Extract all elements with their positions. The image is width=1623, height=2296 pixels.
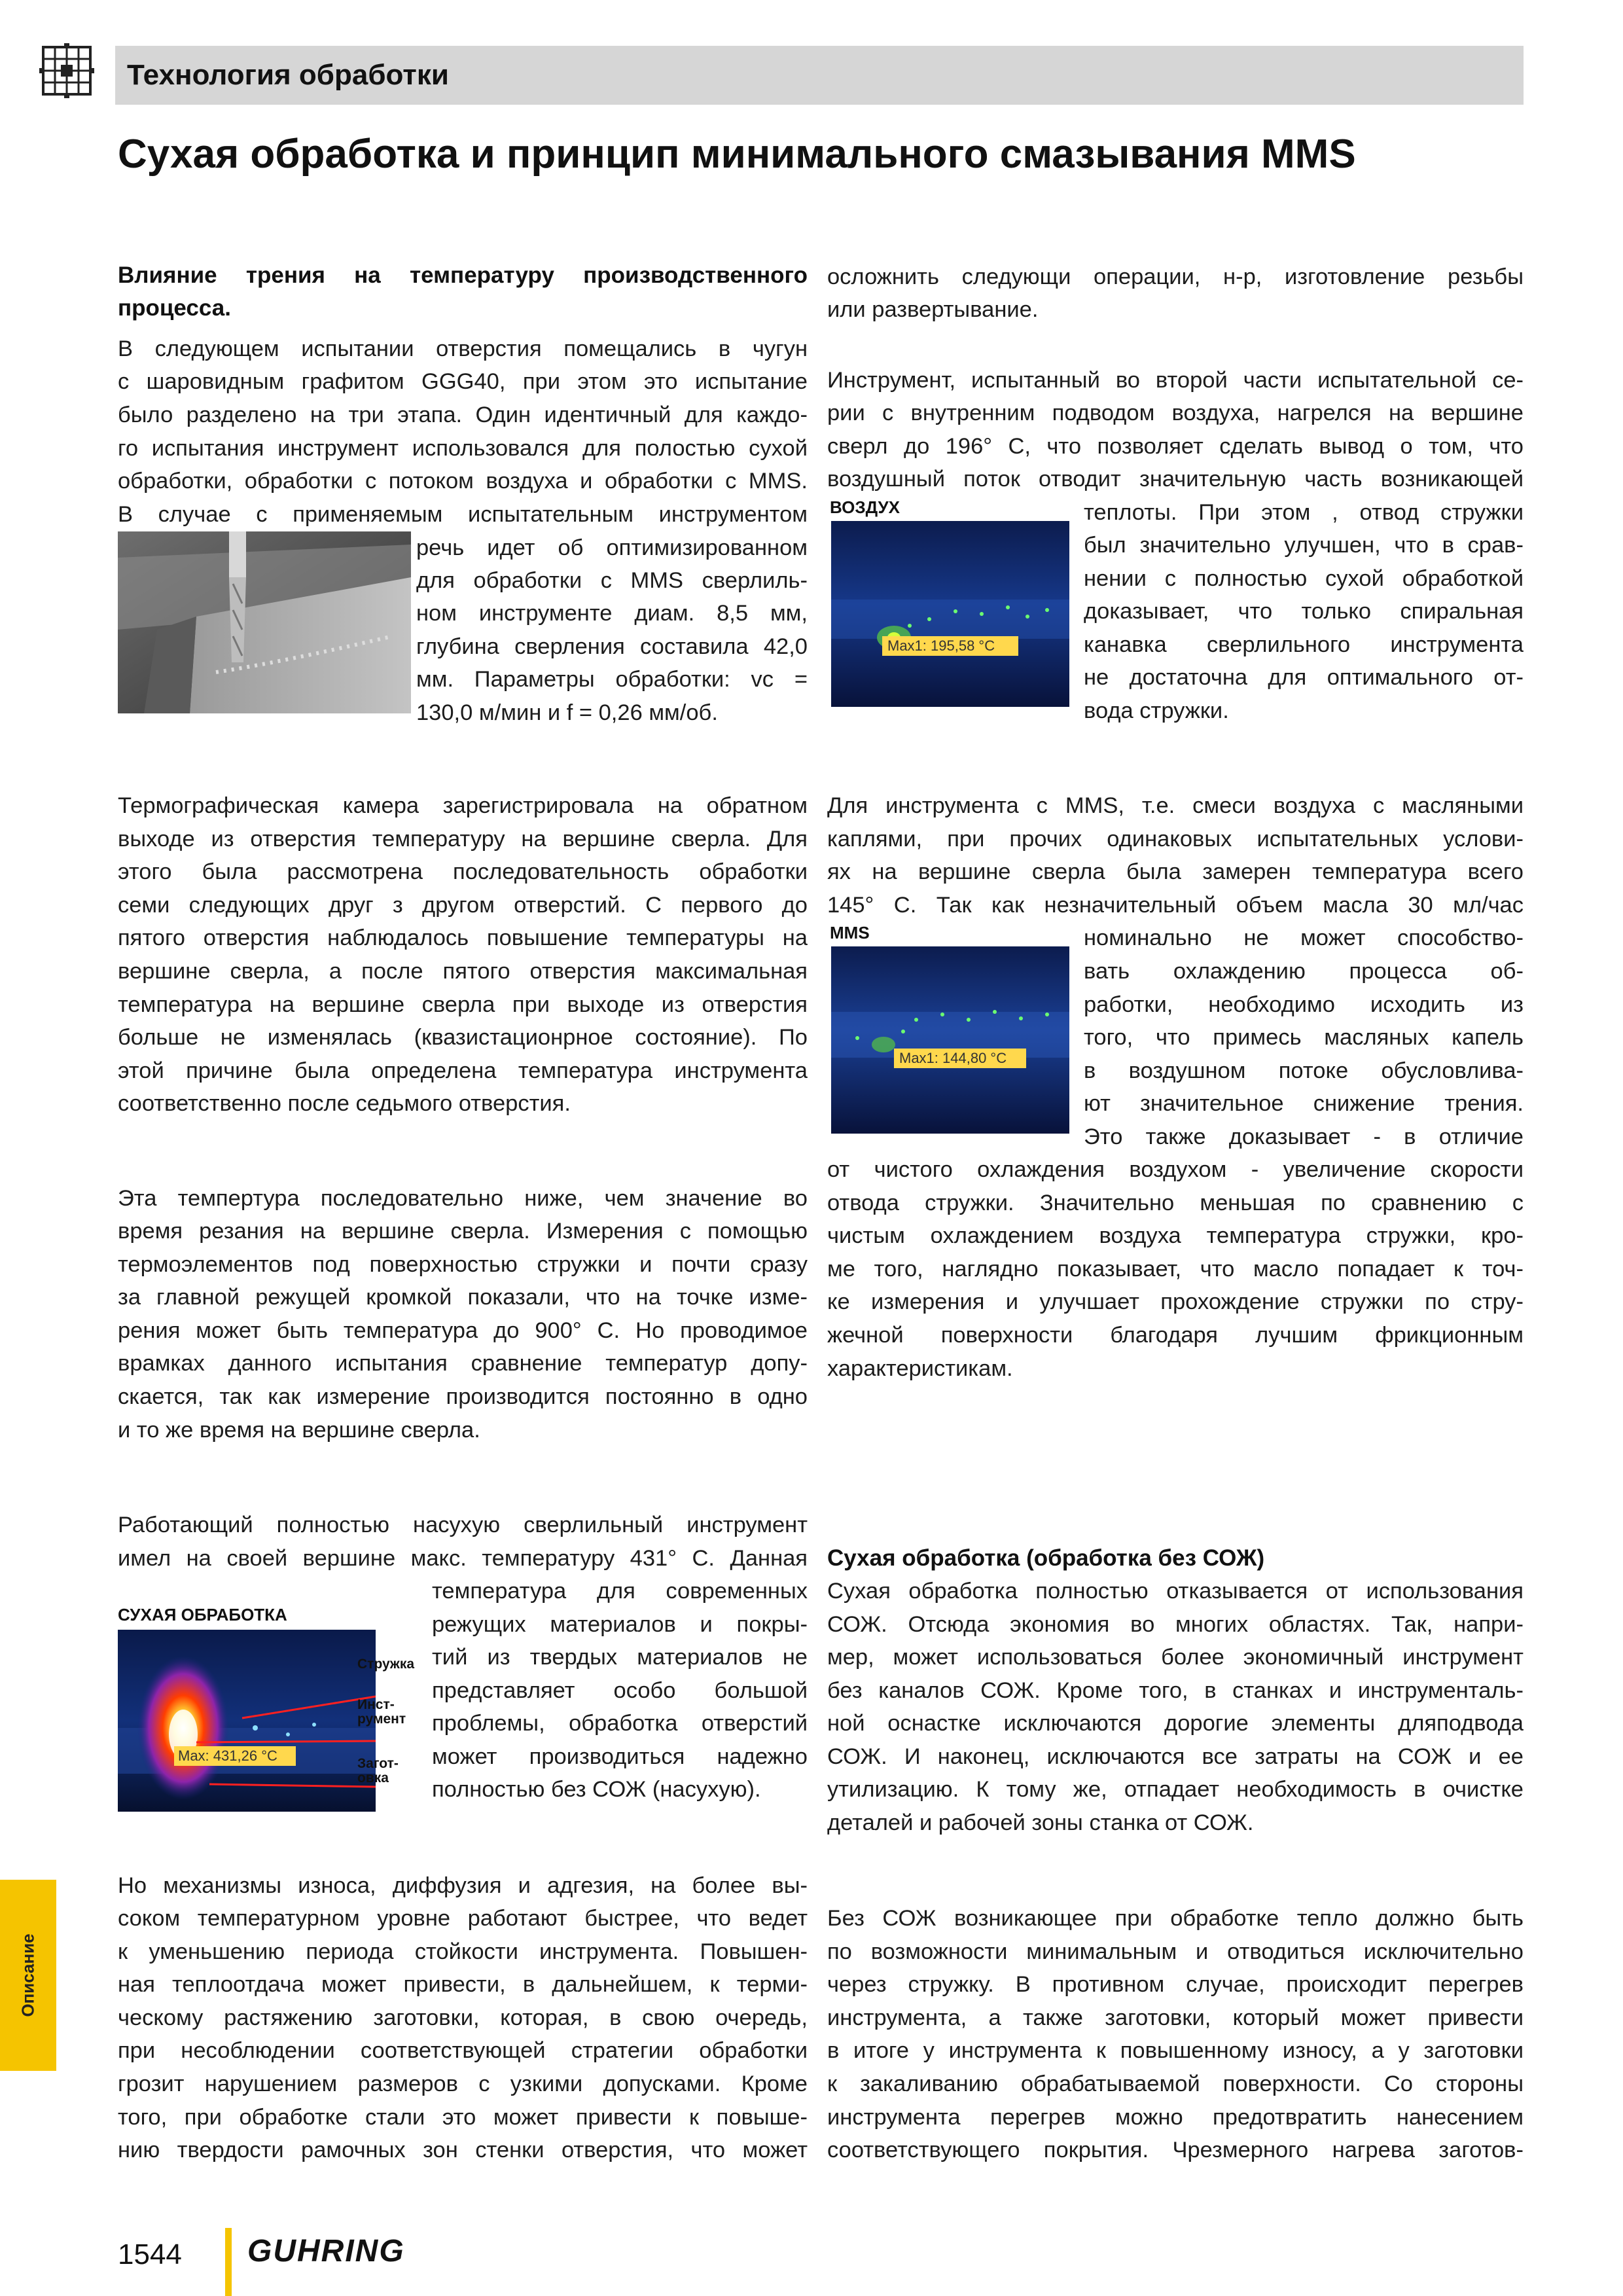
text-line: рения может быть температура до 900° С. Но проводимое (118, 1318, 808, 1343)
text-line: воздушный поток отводит значительную часть возникающей (827, 467, 1524, 492)
side-tab-label: Описание (18, 1933, 38, 2017)
text-line: сверл до 196° С, что позволяет сделать вывод о том, что (827, 434, 1524, 459)
text-line: доказывает, что только спиральная (1084, 599, 1524, 624)
text-line: обработки, обработки с потоком воздуха и обработки с MMS. (118, 469, 808, 493)
text-line: В следующем испытании отверстия помещались в чугун (118, 336, 808, 361)
text-line: температура для современных (432, 1579, 808, 1604)
text-line: Эта темпертура последовательно ниже, чем значение во (118, 1186, 808, 1211)
section-title: Технология обработки (127, 59, 449, 91)
text-line: для обработки с MMS сверлиль- (416, 568, 808, 593)
text-line: время резания на вершине сверла. Измерения с помощью (118, 1219, 808, 1244)
text-line: утилизацию. К тому же, отпадает необходимость в очистке (827, 1777, 1524, 1802)
text-line: ме того, наглядно показывает, что масло попадает к точ- (827, 1257, 1524, 1282)
text-line: этой причине была определена температура инструмента (118, 1058, 808, 1083)
thermogram-dry (118, 1630, 376, 1812)
thermogram-air (831, 521, 1069, 707)
thermogram-mms (831, 946, 1069, 1134)
text-line: глубина сверления составила 42,0 (416, 634, 808, 659)
text-line: при несоблюдении соответствующей стратегии обработки (118, 2038, 808, 2063)
text-line: жечной поверхности благодаря лучшим фрикционным (827, 1323, 1524, 1348)
label-tool-2: румент (357, 1712, 406, 1727)
section-header-bar (115, 46, 1524, 105)
text-line: ная теплоотдача может привести, в дальнейшем, к терми- (118, 1972, 808, 1997)
grid-logo-icon (39, 43, 94, 98)
text-line: соответствующего покрытия. Чрезмерного нагрева заготов- (827, 2138, 1524, 2162)
drilling-photo (118, 531, 411, 713)
text-line: инструмента перегрев можно предотвратить нанесением (827, 2105, 1524, 2130)
text-line: тий из твердых материалов не (432, 1645, 808, 1670)
page-number: 1544 (118, 2238, 182, 2270)
text-line: Для инструмента с MMS, т.е. смеси воздуха с масляными (827, 793, 1524, 818)
text-line: не достаточна для оптимального от- (1084, 665, 1524, 690)
text-line: нию твердости рамочных зон стенки отверстия, что может (118, 2138, 808, 2162)
text-line: теплоты. При этом , отвод стружки (1084, 500, 1524, 525)
temperature-readout-air: Max1: 195,58 °C (887, 637, 995, 654)
figure-caption-mms: MMS (830, 923, 870, 942)
text-line: рии с внутренним подводом воздуха, нагрелся на вершине (827, 401, 1524, 425)
temperature-readout-dry: Max: 431,26 °C (178, 1748, 277, 1764)
text-line: ческому растяжению заготовки, которая, в свою очередь, (118, 2005, 808, 2030)
text-line: и то же время на вершине сверла. (118, 1418, 480, 1443)
text-line: того, при обработке стали это может привести к повыше- (118, 2105, 808, 2130)
page-title: Сухая обработка и принцип минимального смазывания MMS (118, 132, 1356, 177)
text-line: Это также доказывает - в отличие (1084, 1124, 1524, 1149)
brand-logo: GUHRING (247, 2234, 405, 2269)
figure-caption-air: ВОЗДУХ (830, 497, 900, 517)
text-line: семи следующих друг з другом отверстий. С первого до (118, 893, 808, 918)
text-line: мм. Параметры обработки: vc = (416, 667, 808, 692)
text-line: Работающий полностью насухую сверлильный инструмент (118, 1513, 808, 1537)
text-line: Инструмент, испытанный во второй части испытательной се- (827, 368, 1524, 393)
text-line: работки, необходимо исходить из (1084, 992, 1524, 1017)
text-line: скается, так как измерение производится постоянно в одно (118, 1384, 808, 1409)
text-line: ной оснастке исключаются дорогие элементы дляподвода (827, 1711, 1524, 1736)
text-line: инструмента, а также заготовки, который может привести (827, 2005, 1524, 2030)
text-line: канавка сверлильного инструмента (1084, 632, 1524, 657)
text-line: того, что примесь масляных капель (1084, 1025, 1524, 1050)
text-line: имел на своей вершине макс. температуру 431° С. Данная (118, 1546, 808, 1571)
section-heading-friction: Влияние трения на температуру производственного (118, 262, 808, 288)
text-line: было разделено на три этапа. Один идентичный для каждо- (118, 403, 808, 427)
text-line: врамках данного испытания сравнение температур допу- (118, 1351, 808, 1376)
temperature-readout-mms: Max1: 144,80 °C (899, 1050, 1007, 1066)
text-line: или развертывание. (827, 297, 1039, 322)
figure-caption-dry: СУХАЯ ОБРАБОТКА (118, 1605, 287, 1624)
text-line: грозит нарушением размеров с узкими допусками. Кроме (118, 2072, 808, 2096)
text-line: осложнить следующи операции, н-р, изготовление резьбы (827, 264, 1524, 289)
side-tab[interactable] (0, 1880, 56, 2071)
label-workpiece-1: Загот- (357, 1756, 399, 1771)
text-line: Но механизмы износа, диффузия и адгезия, на более вы- (118, 1873, 808, 1898)
text-line: чистым охлаждением воздуха температура стружки, кро- (827, 1223, 1524, 1248)
text-line: вершине сверла, а после пятого отверстия максимальная (118, 959, 808, 984)
text-line: каплями, при прочих одинаковых испытательных услови- (827, 827, 1524, 852)
text-line: в итоге у инструмента к повышенному износу, а у заготовки (827, 2038, 1524, 2063)
text-line: номинально не может способство- (1084, 925, 1524, 950)
text-line: к уменьшению периода стойкости инструмента. Повышен- (118, 1939, 808, 1964)
text-line: соком температурном уровне работают быстрее, что ведет (118, 1906, 808, 1931)
text-line: речь идет об оптимизированном (416, 535, 808, 560)
text-line: с шаровидным графитом GGG40, при этом это испытание (118, 369, 808, 394)
text-line: к закаливанию обрабатываемой поверхности. Со стороны (827, 2072, 1524, 2096)
text-line: Сухая обработка полностью отказывается от использования (827, 1579, 1524, 1604)
text-line: Термографическая камера зарегистрировала на обратном (118, 793, 808, 818)
text-line: по возможности минимальным и отводиться исключительно (827, 1939, 1524, 1964)
text-line: ют значительное снижение трения. (1084, 1091, 1524, 1116)
text-line: ном инструменте диам. 8,5 мм, (416, 601, 808, 626)
text-line: температура на вершине сверла при выходе из отверстия (118, 992, 808, 1017)
label-tool-1: Инст- (357, 1697, 395, 1712)
text-line: через стружку. В противном случае, происходит перегрев (827, 1972, 1524, 1997)
text-line: соответственно после седьмого отверстия. (118, 1091, 571, 1116)
text-line: СОЖ. Отсюда экономия во многих областях. Так, напри- (827, 1612, 1524, 1637)
text-line: характеристикам. (827, 1356, 1013, 1381)
text-line: проблемы, обработка отверстий (432, 1711, 808, 1736)
text-line: го испытания инструмент использовался для полостью сухой (118, 436, 808, 461)
text-line: больше не изменялась (квазистационрное состояние). По (118, 1025, 808, 1050)
text-line: В случае с применяемым испытательным инструментом (118, 502, 808, 527)
text-line: режущих материалов и покры- (432, 1612, 808, 1637)
text-line: отвода стружки. Значительно меньшая по сравнению с (827, 1191, 1524, 1215)
text-line: СОЖ. И наконец, исключаются все затраты на СОЖ и ее (827, 1744, 1524, 1769)
text-line: 145° С. Так как незначительный объем масла 30 мл/час (827, 893, 1524, 918)
text-line: без каналов СОЖ. Кроме того, в станках и инструменталь- (827, 1678, 1524, 1703)
text-line: ях на вершине сверла была замерен температура всего (827, 859, 1524, 884)
text-line: вода стружки. (1084, 698, 1229, 723)
text-line: от чистого охлаждения воздухом - увеличение скорости (827, 1157, 1524, 1182)
text-line: был значительно улучшен, что в срав- (1084, 533, 1524, 558)
section-heading-dry-machining: Сухая обработка (обработка без СОЖ) (827, 1545, 1265, 1571)
text-line: деталей и рабочей зоны станка от СОЖ. (827, 1810, 1254, 1835)
footer-divider (225, 2228, 232, 2296)
section-heading-friction-cont: процесса. (118, 295, 231, 321)
text-line: вать охлаждению процесса об- (1084, 959, 1524, 984)
text-line: пятого отверстия наблюдалось повышение температуры на (118, 925, 808, 950)
text-line: в воздушном потоке обусловлива- (1084, 1058, 1524, 1083)
text-line: 130,0 м/мин и f = 0,26 мм/об. (416, 700, 718, 725)
text-line: нении с полностью сухой обработкой (1084, 566, 1524, 591)
text-line: Без СОЖ возникающее при обработке тепло должно быть (827, 1906, 1524, 1931)
label-chip: Стружка (357, 1657, 415, 1672)
text-line: этого была рассмотрена последовательность обработки (118, 859, 808, 884)
text-line: за главной режущей кромкой показали, что на точке изме- (118, 1285, 808, 1310)
text-line: представляет особо большой (432, 1678, 808, 1703)
text-line: полностью без СОЖ (насухую). (432, 1777, 761, 1802)
text-line: выходе из отверстия температуру на вершине сверла. Для (118, 827, 808, 852)
text-line: мер, может использоваться более экономичный инструмент (827, 1645, 1524, 1670)
label-workpiece-2: овка (357, 1770, 389, 1785)
text-line: термоэлементов под поверхностью стружки и почти сразу (118, 1252, 808, 1277)
text-line: может производиться надежно (432, 1744, 808, 1769)
text-line: ке измерения и улучшает прохождение стружки по стру- (827, 1289, 1524, 1314)
